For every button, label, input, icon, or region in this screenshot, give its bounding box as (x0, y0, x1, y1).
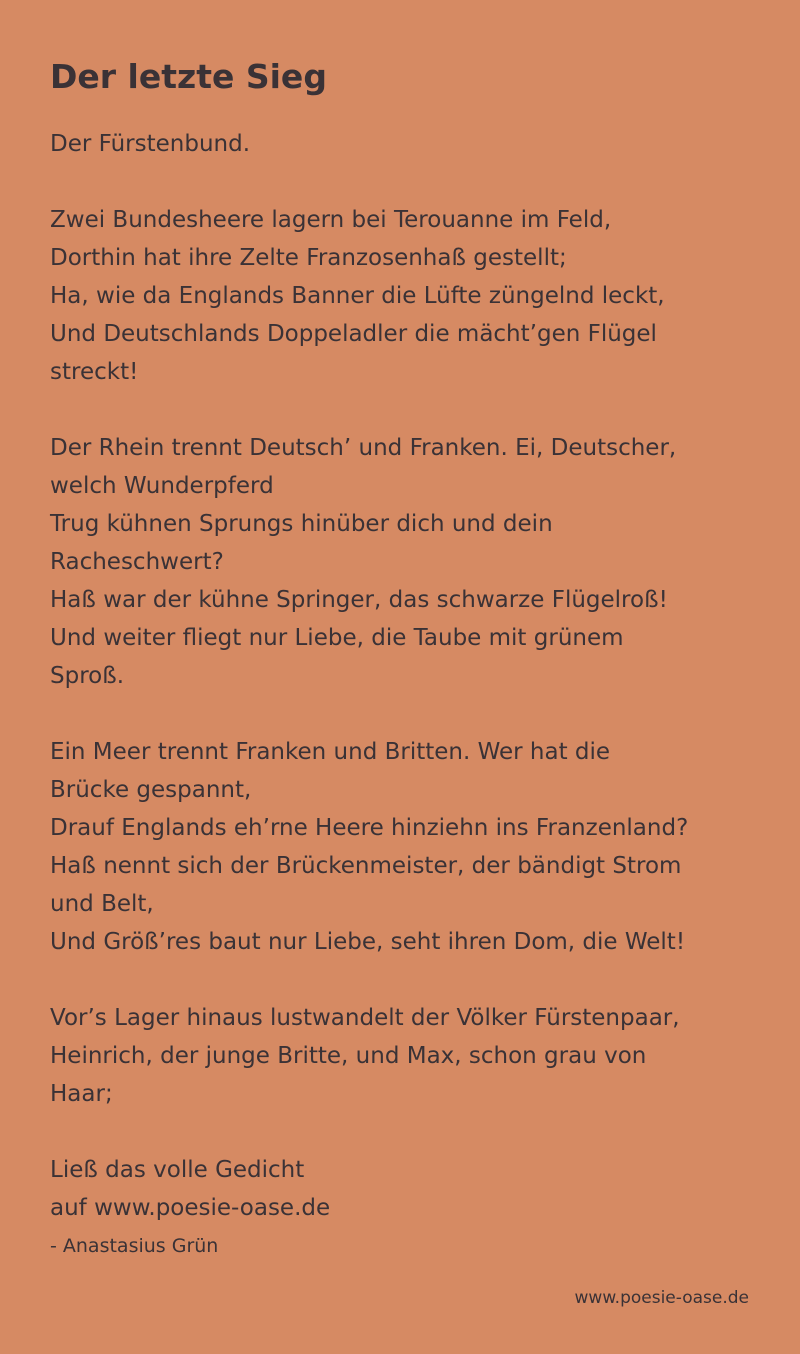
poem-author: - Anastasius Grün (50, 1235, 219, 1257)
poem-line: Brücke gespannt, (50, 777, 252, 803)
poem-line: Und weiter fliegt nur Liebe, die Taube mit grünem (50, 625, 624, 651)
poem-subtitle: Der Fürstenbund. (50, 131, 251, 157)
poem-stanza (50, 201, 765, 391)
poem-line: Drauf Englands eh’rne Heere hinziehn ins Franzenland? (50, 815, 689, 841)
poem-line: welch Wunderpferd (50, 473, 274, 499)
site-watermark: www.poesie-oase.de (574, 1288, 749, 1308)
poem-body (50, 201, 765, 1113)
poem-line: Und Größ’res baut nur Liebe, seht ihren Dom, die Welt! (50, 929, 686, 955)
poem-line: streckt! (50, 359, 139, 385)
poem-line: Trug kühnen Sprungs hinüber dich und dein (50, 511, 553, 537)
poem-line: Dorthin hat ihre Zelte Franzosenhaß gestellt; (50, 245, 567, 271)
poem-line: Heinrich, der junge Britte, und Max, schon grau von (50, 1043, 647, 1069)
poem-stanza (50, 429, 765, 695)
poem-line: Der Rhein trennt Deutsch’ und Franken. Ei, Deutscher, (50, 435, 677, 461)
poem-line: Ha, wie da Englands Banner die Lüfte züngelnd leckt, (50, 283, 665, 309)
poem-line: und Belt, (50, 891, 154, 917)
read-more-line-1: Ließ das volle Gedicht (50, 1157, 305, 1183)
poem-line: Und Deutschlands Doppeladler die mächt’gen Flügel (50, 321, 657, 347)
poem-line: Racheschwert? (50, 549, 224, 575)
poem-line: Haß nennt sich der Brückenmeister, der bändigt Strom (50, 853, 682, 879)
poem-line: Haar; (50, 1081, 113, 1107)
poem-stanza (50, 733, 765, 961)
poem-line: Vor’s Lager hinaus lustwandelt der Völker Fürstenpaar, (50, 1005, 680, 1031)
poem-line: Haß war der kühne Springer, das schwarze Flügelroß! (50, 587, 668, 613)
read-more-note (50, 1151, 765, 1227)
poem-stanza (50, 999, 765, 1113)
poem-title: Der letzte Sieg (50, 57, 327, 96)
poem-line: Zwei Bundesheere lagern bei Terouanne im Feld, (50, 207, 612, 233)
poem-card (50, 56, 765, 1261)
poem-line: Ein Meer trennt Franken und Britten. Wer hat die (50, 739, 611, 765)
read-more-line-2: auf www.poesie-oase.de (50, 1195, 331, 1221)
poem-line: Sproß. (50, 663, 125, 689)
